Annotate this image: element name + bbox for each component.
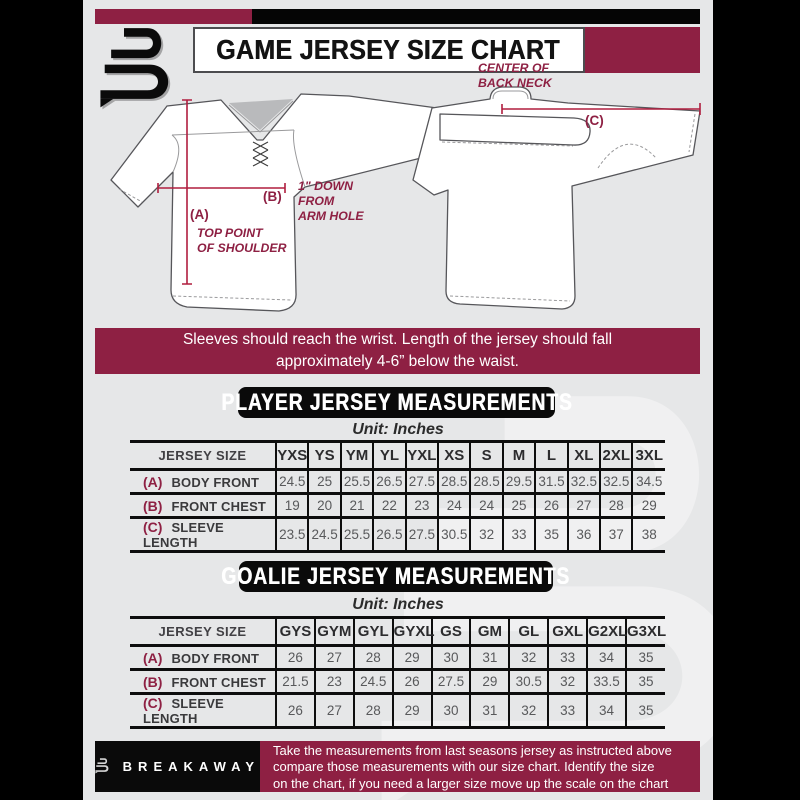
label-a: (A) (190, 207, 209, 222)
measurement-row (130, 646, 665, 670)
measurement-row (130, 670, 665, 694)
measurement-value: 32.5 (600, 470, 632, 494)
measurement-value: 27.5 (432, 670, 471, 694)
measurement-row (130, 494, 665, 518)
row-label (130, 470, 276, 494)
measurement-value: 28 (354, 694, 393, 728)
size-chart-sheet (83, 0, 713, 800)
banner-line1: Sleeves should reach the wrist. Length of the jersey should fall (182, 331, 613, 348)
size-column-header: G2XL (587, 618, 626, 646)
measurement-row (130, 694, 665, 728)
measurement-value: 34.5 (632, 470, 665, 494)
measurement-value: 24.5 (276, 470, 308, 494)
measurement-value: 25.5 (341, 518, 373, 552)
measurement-value: 29 (393, 694, 432, 728)
measurement-value: 26 (276, 694, 315, 728)
size-column-header: XS (438, 442, 470, 470)
note-c-line1: CENTER OF (478, 61, 550, 75)
size-column-header: GYS (276, 618, 315, 646)
note-b-line3: ARM HOLE (298, 209, 364, 223)
measurement-value: 32 (470, 518, 502, 552)
measurement-value: 26.5 (373, 470, 405, 494)
size-column-header: 2XL (600, 442, 632, 470)
measurement-value: 35 (626, 670, 665, 694)
size-column-header: S (470, 442, 502, 470)
note-a-line2: OF SHOULDER (197, 241, 287, 255)
player-section-title: PLAYER JERSEY MEASUREMENTS (220, 388, 573, 416)
footer-line2: compare those measurements with our size chart. Identify the size (273, 759, 655, 775)
row-name: FRONT CHEST (171, 674, 267, 690)
measurement-value: 30 (432, 646, 471, 670)
measurement-value: 29 (393, 646, 432, 670)
row-key: (C) (143, 519, 163, 535)
size-column-header: GL (509, 618, 548, 646)
goalie-measurements-table (130, 616, 665, 729)
measurement-value: 27.5 (406, 518, 438, 552)
row-name: BODY FRONT (171, 650, 260, 666)
row-label (130, 670, 276, 694)
table-header-row (130, 618, 665, 646)
player-section-title-box (220, 387, 573, 418)
label-c: (C) (585, 113, 604, 128)
note-c-line2: BACK NECK (478, 76, 552, 90)
measurement-value: 24.5 (354, 670, 393, 694)
row-key: (A) (143, 473, 163, 490)
row-label (130, 646, 276, 670)
measurement-value: 38 (632, 518, 665, 552)
measurement-value: 31 (470, 694, 509, 728)
measurement-value: 30.5 (438, 518, 470, 552)
measurement-value: 26 (535, 494, 567, 518)
size-label-header: JERSEY SIZE (158, 448, 247, 463)
jersey-front-diagram (93, 90, 448, 335)
player-unit-label: Unit: Inches (352, 421, 444, 438)
measurement-value: 30.5 (509, 670, 548, 694)
row-key: (B) (143, 497, 163, 514)
footer-brand-box (95, 741, 260, 792)
measurement-value: 36 (568, 518, 600, 552)
measurement-value: 34 (587, 646, 626, 670)
sleeve-note-banner (95, 328, 700, 374)
footer-instructions (260, 741, 700, 792)
goalie-section-title-box (221, 561, 571, 592)
measurement-value: 26 (393, 670, 432, 694)
measurement-value: 33 (503, 518, 535, 552)
measurement-value: 24.5 (308, 518, 340, 552)
measurement-value: 27 (315, 694, 354, 728)
measurement-value: 29.5 (503, 470, 535, 494)
size-column-header: GM (470, 618, 509, 646)
measurement-value: 20 (308, 494, 340, 518)
banner-line2: approximately 4-6” below the waist. (276, 353, 519, 370)
row-label (130, 518, 276, 552)
measurement-value: 23 (315, 670, 354, 694)
measurement-value: 21 (341, 494, 373, 518)
size-column-header: GYM (315, 618, 354, 646)
measurement-value: 33.5 (587, 670, 626, 694)
measurement-value: 34 (587, 694, 626, 728)
label-b: (B) (263, 189, 282, 204)
measurement-value: 25 (308, 470, 340, 494)
measurement-value: 32 (548, 670, 587, 694)
row-label (130, 494, 276, 518)
row-key: (B) (143, 673, 163, 690)
jersey-back-diagram (410, 58, 712, 335)
measurement-value: 35 (626, 694, 665, 728)
row-label (130, 694, 276, 728)
size-column-header: 3XL (632, 442, 665, 470)
measurement-value: 28.5 (438, 470, 470, 494)
measurement-value: 24 (470, 494, 502, 518)
row-name: BODY FRONT (171, 474, 260, 490)
note-a-line1: TOP POINT (197, 226, 263, 240)
size-column-header: L (535, 442, 567, 470)
size-column-header: YS (308, 442, 340, 470)
measurement-row (130, 470, 665, 494)
goalie-section-title: GOALIE JERSEY MEASUREMENTS (221, 562, 571, 590)
row-name: SLEEVE LENGTH (143, 520, 224, 550)
header-strip-maroon-segment (95, 9, 252, 24)
measurement-value: 31 (470, 646, 509, 670)
measurement-value: 30 (432, 694, 471, 728)
measurement-row (130, 518, 665, 552)
size-column-header: YXL (406, 442, 438, 470)
measurement-value: 28 (354, 646, 393, 670)
measurement-value: 19 (276, 494, 308, 518)
note-b-line2: FROM (298, 194, 335, 208)
row-name: SLEEVE LENGTH (143, 696, 224, 726)
measurement-value: 32 (509, 694, 548, 728)
footer-line1: Take the measurements from last seasons jersey as instructed above (273, 743, 672, 759)
size-column-header: YM (341, 442, 373, 470)
measurement-value: 32.5 (568, 470, 600, 494)
size-column-header: M (503, 442, 535, 470)
measurement-value: 25.5 (341, 470, 373, 494)
footer-line3: on the chart, if you need a larger size move up the scale on the chart (273, 775, 669, 791)
brand-name: BREAKAWAY (122, 759, 260, 774)
size-column-header: GYL (354, 618, 393, 646)
size-column-header: GS (432, 618, 471, 646)
row-key: (C) (143, 695, 163, 711)
measurement-value: 23 (406, 494, 438, 518)
size-column-header: G3XL (626, 618, 665, 646)
measurement-value: 23.5 (276, 518, 308, 552)
measurement-value: 37 (600, 518, 632, 552)
measurement-value: 29 (632, 494, 665, 518)
size-column-header: GYXL (393, 618, 432, 646)
measurement-value: 27 (315, 646, 354, 670)
measurement-value: 24 (438, 494, 470, 518)
player-measurements-table (130, 440, 665, 553)
note-b-line1: 1" DOWN (298, 179, 354, 193)
header-strip-black-segment (252, 9, 700, 24)
row-key: (A) (143, 649, 163, 666)
size-column-header: YL (373, 442, 405, 470)
measurement-value: 33 (548, 646, 587, 670)
measurement-value: 28 (600, 494, 632, 518)
measurement-value: 27.5 (406, 470, 438, 494)
goalie-unit-label: Unit: Inches (352, 596, 444, 613)
size-column-header: YXS (276, 442, 308, 470)
page-title: GAME JERSEY SIZE CHART (216, 33, 560, 66)
size-column-header: XL (568, 442, 600, 470)
measurement-value: 33 (548, 694, 587, 728)
size-column-header: GXL (548, 618, 587, 646)
measurement-value: 31.5 (535, 470, 567, 494)
size-label-header: JERSEY SIZE (158, 624, 247, 639)
measurement-value: 32 (509, 646, 548, 670)
measurement-value: 35 (535, 518, 567, 552)
measurement-value: 29 (470, 670, 509, 694)
header-accent-strip (95, 9, 700, 24)
measurement-value: 26 (276, 646, 315, 670)
measurement-value: 25 (503, 494, 535, 518)
measurement-value: 28.5 (470, 470, 502, 494)
measurement-value: 27 (568, 494, 600, 518)
table-header-row (130, 442, 665, 470)
row-name: FRONT CHEST (171, 498, 267, 514)
measurement-value: 26.5 (373, 518, 405, 552)
measurement-value: 35 (626, 646, 665, 670)
measurement-value: 21.5 (276, 670, 315, 694)
breakaway-footer-logo-icon (95, 752, 111, 781)
measurement-value: 22 (373, 494, 405, 518)
